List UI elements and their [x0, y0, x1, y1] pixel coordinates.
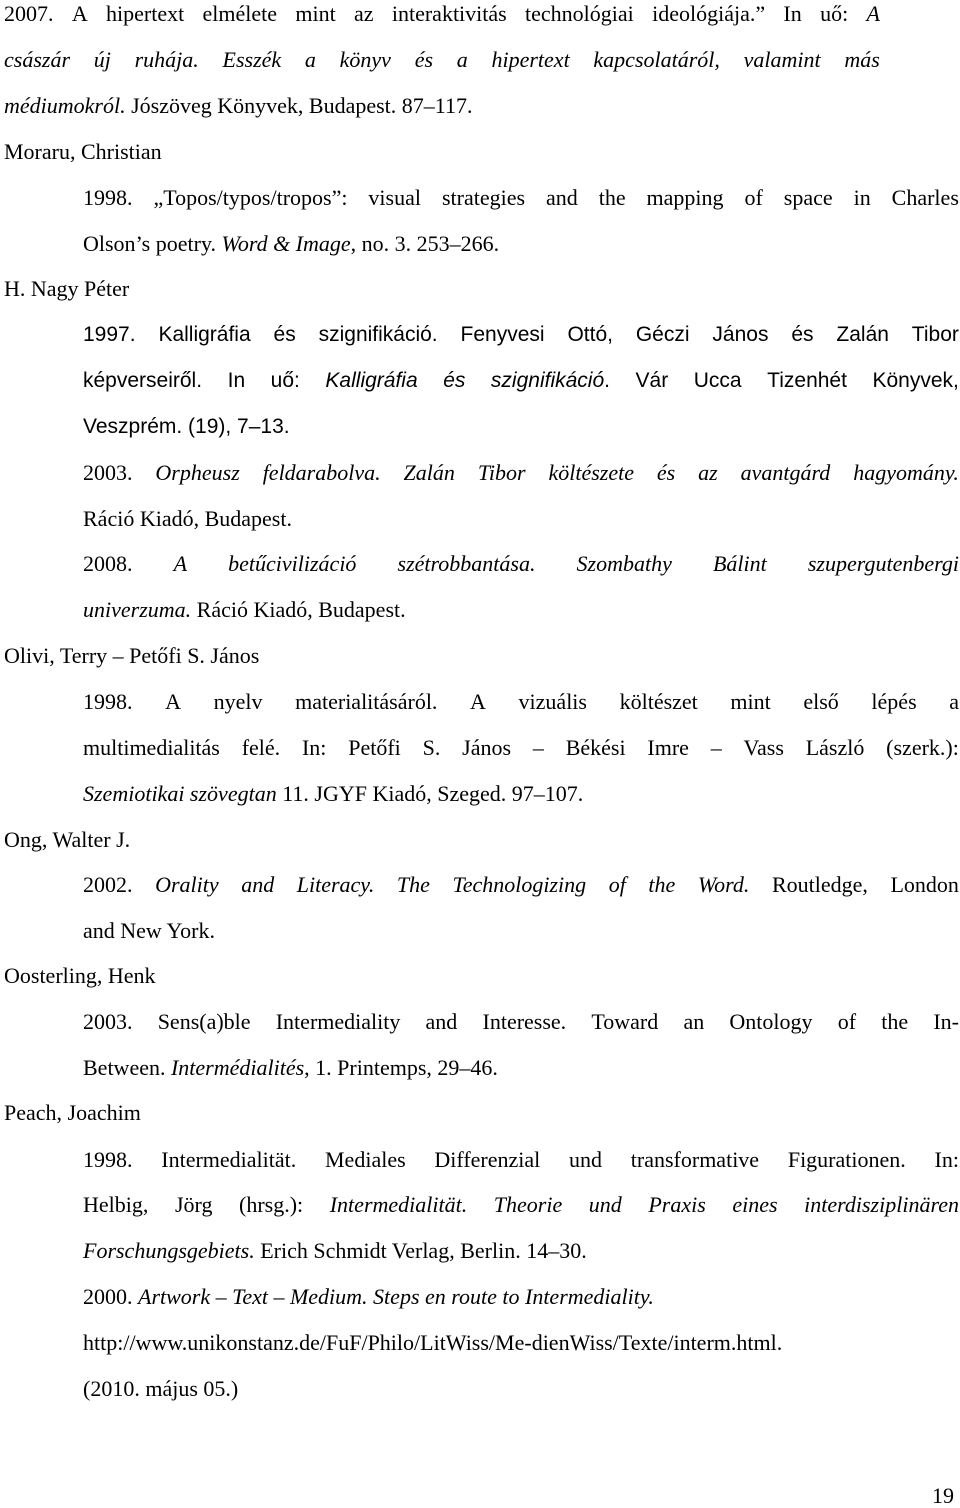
- reference-line: Szemiotikai szövegtan 11. JGYF Kiadó, Szeged. 97–107.: [83, 781, 584, 806]
- reference-line: multimedialitás felé. In: Petőfi S. János – Békési Imre – Vass László (szerk.):: [83, 735, 959, 760]
- reference-line: 2008. A betűcivilizáció szétrobbantása. Szombathy Bálint szupergutenbergi: [83, 551, 959, 576]
- author-olivi: Olivi, Terry – Petőfi S. János: [4, 643, 260, 668]
- reference-line: 2007. A hipertext elmélete mint az interaktivitás technológiai ideológiája.” In uő: A: [4, 1, 880, 26]
- reference-line: 1997. Kalligráfia és szignifikáció. Fenyvesi Ottó, Géczi János és Zalán Tibor: [83, 323, 959, 346]
- reference-line: Helbig, Jörg (hrsg.): Intermedialität. Theorie und Praxis eines interdisziplinären: [83, 1192, 959, 1217]
- reference-line: 1998. Intermedialität. Mediales Differenzial und transformative Figurationen. In:: [83, 1147, 959, 1172]
- reference-line: 1998. „Topos/typos/tropos”: visual strategies and the mapping of space in Charles: [83, 185, 959, 210]
- author-moraru: Moraru, Christian: [4, 139, 162, 164]
- reference-line: (2010. május 05.): [83, 1376, 239, 1401]
- reference-line: Veszprém. (19), 7–13.: [83, 415, 290, 438]
- reference-line: császár új ruhája. Esszék a könyv és a hipertext kapcsolatáról, valamint más: [4, 47, 880, 72]
- reference-line: 2002. Orality and Literacy. The Technologizing of the Word. Routledge, London: [83, 872, 959, 897]
- reference-line: 2000. Artwork – Text – Medium. Steps en route to Intermediality.: [83, 1284, 654, 1309]
- reference-url: http://www.unikonstanz.de/FuF/Philo/LitWiss/Me-dienWiss/Texte/interm.html.: [83, 1330, 783, 1355]
- reference-line: Ráció Kiadó, Budapest.: [83, 506, 292, 531]
- author-ong: Ong, Walter J.: [4, 827, 131, 852]
- reference-line: Olson’s poetry. Word & Image, no. 3. 253–266.: [83, 231, 500, 256]
- reference-line: univerzuma. Ráció Kiadó, Budapest.: [83, 597, 406, 622]
- reference-line: képverseiről. In uő: Kalligráfia és szignifikáció. Vár Ucca Tizenhét Könyvek,: [83, 369, 959, 392]
- author-h-nagy: H. Nagy Péter: [4, 276, 130, 301]
- author-oosterling: Oosterling, Henk: [4, 963, 156, 988]
- reference-line: Between. Intermédialités, 1. Printemps, 29–46.: [83, 1055, 498, 1080]
- author-peach: Peach, Joachim: [4, 1100, 141, 1125]
- reference-line: médiumokról. Jószöveg Könyvek, Budapest. 87–117.: [4, 93, 473, 118]
- reference-line: 1998. A nyelv materialitásáról. A vizuális költészet mint első lépés a: [83, 689, 959, 714]
- page-number: 19: [932, 1483, 954, 1508]
- reference-line: Forschungsgebiets. Erich Schmidt Verlag, Berlin. 14–30.: [83, 1238, 587, 1263]
- reference-line: and New York.: [83, 918, 215, 943]
- reference-line: 2003. Sens(a)ble Intermediality and Interesse. Toward an Ontology of the In-: [83, 1009, 959, 1034]
- reference-line: 2003. Orpheusz feldarabolva. Zalán Tibor költészete és az avantgárd hagyomány.: [83, 460, 959, 485]
